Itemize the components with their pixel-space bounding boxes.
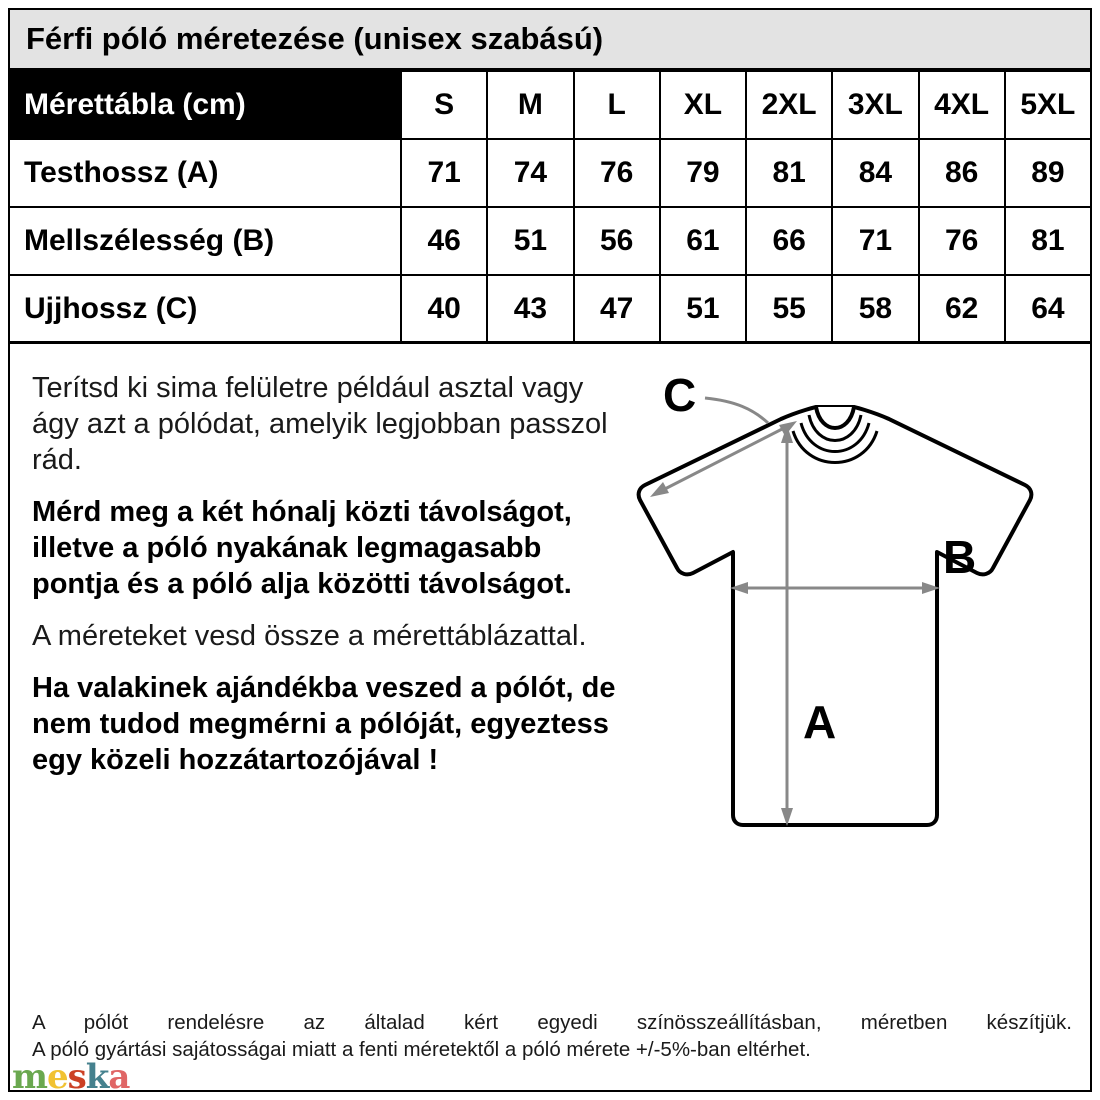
cell-c-2xl: 55 [746,275,832,343]
page-title: Férfi póló méretezése (unisex szabású) [26,21,604,56]
table-header-row [9,71,1091,139]
cell-b-3xl: 71 [832,207,918,275]
cell-a-xl: 79 [660,139,746,207]
cell-b-2xl: 66 [746,207,832,275]
table-header-size-s: S [401,71,487,139]
cell-b-5xl: 81 [1005,207,1091,275]
cell-a-3xl: 84 [832,139,918,207]
table-row [9,207,1091,275]
cell-c-s: 40 [401,275,487,343]
brand-letter-m: m [12,1057,47,1097]
tshirt-svg-icon [585,363,1085,863]
brand-letter-k: k [85,1057,109,1097]
row-label-sleeve-length: Ujjhossz (C) [9,275,401,343]
cell-c-3xl: 58 [832,275,918,343]
footnote-line-1: A pólót rendelésre az általad kért egyedi színösszeállításban, méretben készítjük. [32,1010,1072,1034]
row-label-chest-width: Mellszélesség (B) [9,207,401,275]
label-b: B [943,531,977,583]
brand-logo [12,1057,130,1097]
table-header-size-2xl: 2XL [746,71,832,139]
label-a: A [803,696,837,748]
instruction-paragraph-4: Ha valakinek ajándékba veszed a pólót, de nem tudod megmérni a pólóját, egyeztess egy közeli hozzátartozójával ! [32,671,616,776]
cell-a-2xl: 81 [746,139,832,207]
table-header-size-l: L [574,71,660,139]
cell-b-xl: 61 [660,207,746,275]
cell-c-5xl: 64 [1005,275,1091,343]
label-c: C [663,369,697,421]
cell-a-s: 71 [401,139,487,207]
cell-c-4xl: 62 [919,275,1005,343]
brand-letter-a: a [108,1057,130,1097]
cell-a-5xl: 89 [1005,139,1091,207]
table-header-size-xl: XL [660,71,746,139]
instructions-text-column [32,371,622,795]
instructions-panel [8,341,1092,1092]
brand-letter-s: s [67,1057,86,1097]
instruction-paragraph-1: Terítsd ki sima felületre például asztal vagy ágy azt a pólódat, amelyik legjobban passzol rád. [32,372,608,476]
table-header-size-4xl: 4XL [919,71,1005,139]
table-header-size-3xl: 3XL [832,71,918,139]
cell-c-l: 47 [574,275,660,343]
brand-letter-e: e [46,1057,68,1097]
cell-b-l: 56 [574,207,660,275]
table-row [9,275,1091,343]
page-title-bar [8,8,1092,70]
cell-a-m: 74 [487,139,573,207]
size-table [8,70,1092,344]
instruction-paragraph-2: Mérd meg a két hónalj közti távolságot, illetve a póló nyakának legmagasabb pontja és a póló alja közötti távolságot. [32,495,572,600]
tshirt-diagram [585,363,1085,863]
table-row [9,139,1091,207]
row-label-body-length: Testhossz (A) [9,139,401,207]
cell-a-4xl: 86 [919,139,1005,207]
instruction-paragraph-3: A méreteket vesd össze a mérettáblázattal. [32,619,587,652]
cell-b-s: 46 [401,207,487,275]
table-header-label: Mérettábla (cm) [9,71,401,139]
cell-b-4xl: 76 [919,207,1005,275]
footnote-line-2: A póló gyártási sajátosságai miatt a fenti méretektől a póló mérete +/-5%-ban eltérhet. [32,1038,811,1062]
cell-c-m: 43 [487,275,573,343]
cell-b-m: 51 [487,207,573,275]
cell-a-l: 76 [574,139,660,207]
table-header-size-5xl: 5XL [1005,71,1091,139]
cell-c-xl: 51 [660,275,746,343]
footnote [32,1009,1072,1064]
table-header-size-m: M [487,71,573,139]
